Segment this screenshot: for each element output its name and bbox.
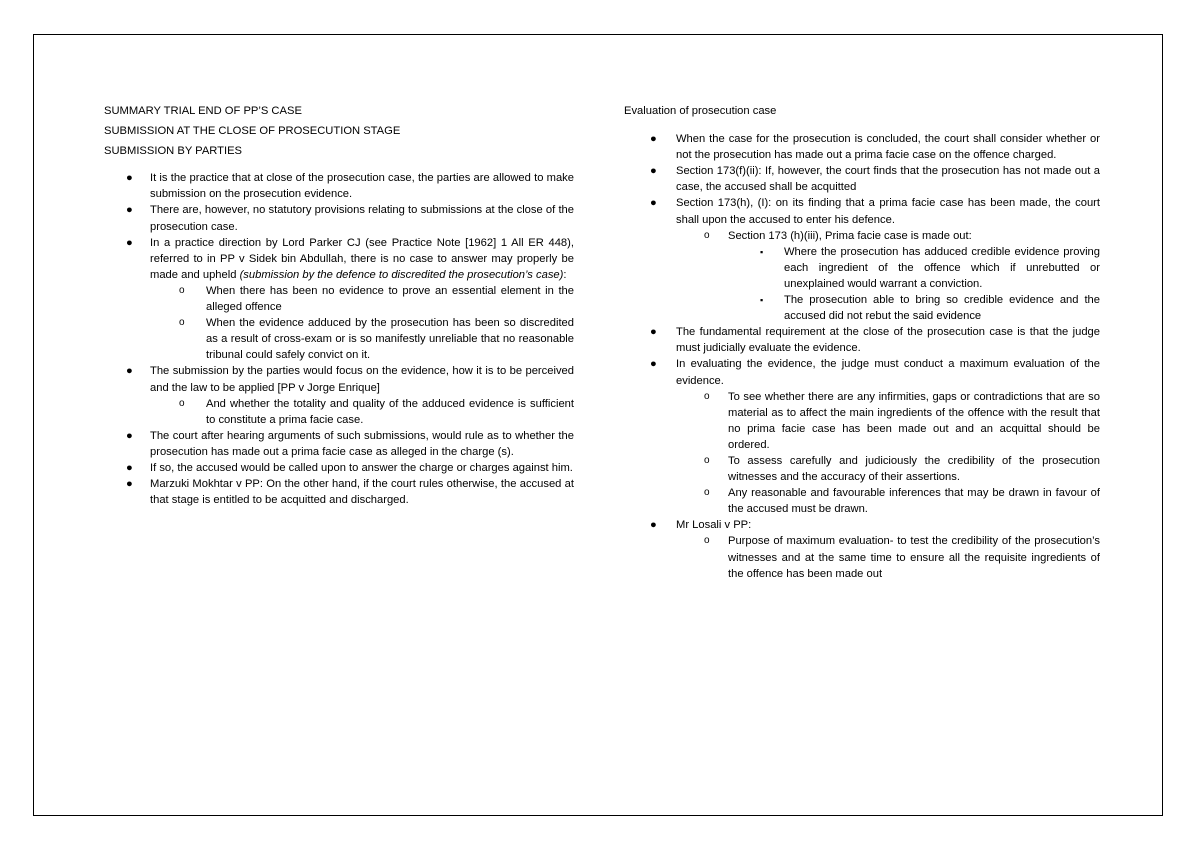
sub-list-item-text: To see whether there are any infirmities, gaps or contradictions that are so material as to affect the main ingredients of the offence with the result that no prima facie case has been made out and an acquittal should be ordered. (728, 390, 1100, 451)
list-item-text: Mr Losali v PP: (676, 519, 752, 532)
list-item-text: Section 173(h), (I): on its finding that a prima facie case has been made, the court shall upon the accused to enter his defence. (676, 197, 1100, 226)
heading-evaluation: Evaluation of prosecution case (624, 105, 777, 117)
sub-list-item-text: Purpose of maximum evaluation- to test the credibility of the prosecution’s witnesses and at the same time to ensure all the requisite ingredients of the offence has been made out (728, 535, 1100, 580)
sub-sub-list-item-text: The prosecution able to bring so credible evidence and the accused did not rebut the said evidence (784, 294, 1100, 323)
list-item (104, 476, 574, 508)
sub-list-item (624, 533, 1100, 581)
circle-bullet-icon: o (179, 397, 185, 409)
list-item-text: In a practice direction by Lord Parker CJ (see Practice Note [1962] 1 All ER 448), referred to in PP v Sidek bin Abdullah, there is no case to answer may properly be made and upheld (150, 236, 574, 281)
list-item (624, 356, 1100, 388)
list-item (104, 170, 574, 202)
sub-list-item-text: Any reasonable and favourable inferences that may be drawn in favour of the accused must be drawn. (728, 487, 1100, 516)
list-item-text: The submission by the parties would focus on the evidence, how it is to be perceived and the law to be applied [PP v Jorge Enrique] (150, 365, 574, 394)
bullet-icon: ● (650, 358, 657, 371)
bullet-icon: ● (126, 172, 133, 185)
circle-bullet-icon: o (179, 317, 185, 329)
list-item (624, 517, 1100, 533)
sub-list-item (104, 283, 574, 315)
list-item-text: When the case for the prosecution is concluded, the court shall consider whether or not the prosecution has made out a prima facie case on the offence charged. (676, 133, 1100, 162)
right-column (624, 103, 1100, 582)
bullet-icon: ● (126, 236, 133, 249)
sub-list-item-text: When there has been no evidence to prove an essential element in the alleged offence (206, 284, 574, 314)
heading-submission-parties: SUBMISSION BY PARTIES (104, 145, 243, 158)
list-item (104, 460, 574, 476)
bullet-icon: ● (650, 165, 657, 178)
list-item (624, 324, 1100, 356)
bullet-icon: ● (650, 197, 657, 210)
circle-bullet-icon: o (704, 535, 710, 547)
sub-list-item (624, 389, 1100, 453)
list-item (624, 131, 1100, 163)
square-bullet-icon: ▪ (760, 246, 764, 257)
bullet-icon: ● (126, 461, 133, 474)
sub-list-item-text: When the evidence adduced by the prosecution has been so discredited as a result of cross-exam or is so manifestly unreliable that no reasonable tribunal could safely convict on it. (206, 317, 574, 362)
list-item-text: The court after hearing arguments of such submissions, would rule as to whether the prosecution has made out a prima facie case as alleged in the charge (s). (150, 429, 574, 458)
sub-list-item (624, 228, 1100, 244)
sub-list-item (624, 485, 1100, 517)
bullet-icon: ● (126, 204, 133, 217)
sub-list-item (624, 453, 1100, 485)
list-item-text: It is the practice that at close of the prosecution case, the parties are allowed to make submission on the prosecution evidence. (150, 172, 574, 201)
list-item-text: Marzuki Mokhtar v PP: On the other hand, if the court rules otherwise, the accused at that stage is entitled to be acquitted and discharged. (150, 478, 574, 507)
bullet-icon: ● (126, 429, 133, 442)
circle-bullet-icon: o (704, 390, 710, 402)
list-item-text: There are, however, no statutory provisions relating to submissions at the close of the prosecution case. (150, 204, 574, 233)
list-item (624, 163, 1100, 195)
bullet-icon: ● (126, 365, 133, 378)
list-item (104, 428, 574, 460)
sub-list-item (104, 396, 574, 428)
list-item-text: The fundamental requirement at the close of the prosecution case is that the judge must judicially evaluate the evidence. (676, 326, 1100, 355)
sub-sub-list-item (624, 244, 1100, 292)
left-column (104, 103, 574, 508)
list-item (624, 195, 1100, 227)
left-bullet-list (104, 170, 574, 508)
list-item (104, 202, 574, 234)
circle-bullet-icon: o (704, 487, 710, 499)
bullet-icon: ● (650, 326, 657, 339)
list-item-tail: : (563, 268, 567, 281)
circle-bullet-icon: o (704, 229, 710, 241)
sub-list-item-text: Section 173 (h)(iii), Prima facie case is made out: (728, 229, 972, 242)
bullet-icon: ● (650, 133, 657, 146)
bullet-icon: ● (650, 519, 657, 532)
sub-list-item (104, 315, 574, 363)
sub-list-item-text: To assess carefully and judiciously the credibility of the prosecution witnesses and the accuracy of their assertions. (728, 454, 1100, 484)
bullet-icon: ● (126, 478, 133, 491)
list-item-text: If so, the accused would be called upon to answer the charge or charges against him. (150, 461, 573, 474)
list-item-italic-text: (submission by the defence to discredited the prosecution’s case) (239, 268, 564, 281)
sub-list-item-text: And whether the totality and quality of the adduced evidence is sufficient to constitute a prima facie case. (206, 397, 574, 426)
heading-summary-trial: SUMMARY TRIAL END OF PP’S CASE (104, 105, 302, 117)
sub-sub-list-item-text: Where the prosecution has adduced credible evidence proving each ingredient of the offence which if unrebutted or unexplained would warrant a conviction. (784, 245, 1100, 290)
circle-bullet-icon: o (179, 284, 185, 296)
circle-bullet-icon: o (704, 454, 710, 466)
list-item (104, 235, 574, 283)
square-bullet-icon: ▪ (760, 295, 764, 306)
right-bullet-list (624, 131, 1100, 582)
list-item-text: In evaluating the evidence, the judge must conduct a maximum evaluation of the evidence. (676, 358, 1100, 387)
sub-sub-list-item (624, 292, 1100, 324)
list-item (104, 363, 574, 395)
heading-submission-close: SUBMISSION AT THE CLOSE OF PROSECUTION STAGE (104, 125, 401, 138)
list-item-text: Section 173(f)(ii): If, however, the court finds that the prosecution has not made out a case, the accused shall be acquitted (676, 165, 1100, 194)
